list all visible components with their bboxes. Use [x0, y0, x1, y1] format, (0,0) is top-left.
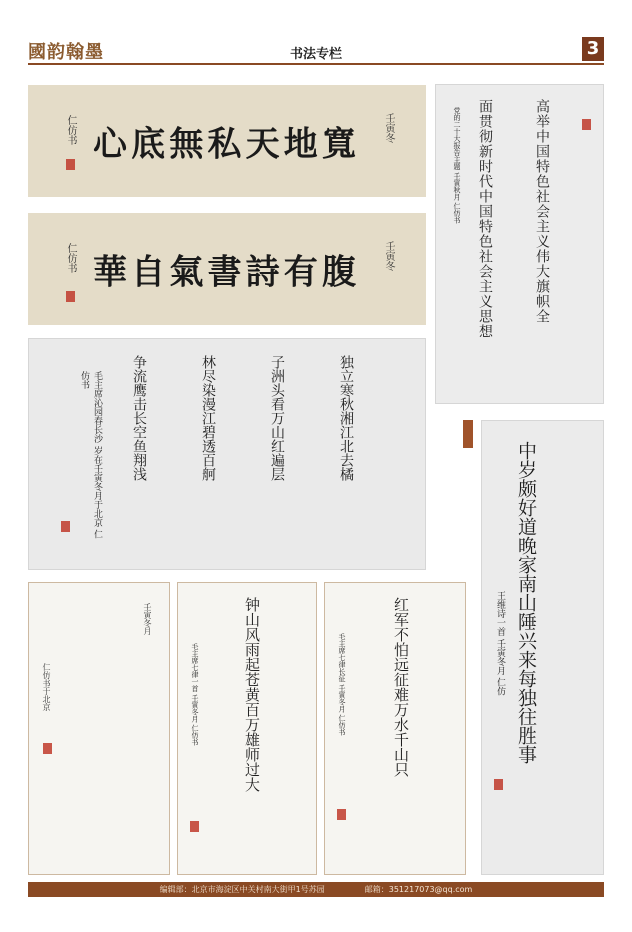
glyph: 私: [207, 124, 242, 165]
seal-stamp: [43, 743, 52, 754]
inscription: 毛主席七律长征 壬寅冬月 仁仿书: [338, 633, 346, 736]
date-inscription: 壬寅冬: [383, 113, 394, 143]
seal-stamp: [61, 521, 70, 532]
footer-email[interactable]: 邮箱：351217073@qq.com: [364, 885, 473, 894]
masthead-logo: 國韵翰墨: [28, 42, 104, 63]
signature: 仁仿书于北京: [42, 663, 51, 711]
footer-bar: [28, 882, 604, 897]
seal-stamp: [190, 821, 199, 832]
seal-stamp: [66, 159, 75, 170]
calligraphy-horizontal-1: [28, 85, 426, 197]
glyph: 華: [93, 252, 127, 293]
inscription: 党的二十大报告主题 壬寅秋月 仁仿书: [453, 107, 461, 224]
calligraphy-main-text: [71, 601, 151, 861]
glyph: 心: [93, 124, 127, 165]
glyph: 氣: [169, 252, 204, 293]
signature: 仁仿书: [65, 243, 76, 273]
glyph: 無: [169, 124, 204, 165]
calligraphy-bottom-3: [324, 582, 466, 875]
text-line: 子洲头看万山红遍层: [269, 355, 285, 481]
calligraphy-main-text: [511, 441, 593, 861]
calligraphy-poem-grey: [28, 338, 426, 570]
glyph: 有: [283, 252, 318, 293]
glyph: 自: [131, 252, 166, 293]
footer-editor-address: 编辑部：北京市海淀区中关村南大街甲1号苏园: [159, 885, 325, 894]
seal-stamp: [337, 809, 346, 820]
inscription: 毛主席沁园春长沙 岁在壬寅冬月于北京 仁仿书: [79, 371, 102, 539]
calligraphy-bottom-1: [28, 582, 170, 875]
date-inscription: 壬寅冬: [383, 241, 394, 271]
section-title: 书法专栏: [289, 47, 342, 62]
glyph: 寬: [321, 124, 356, 165]
calligraphy-top-right: [435, 84, 604, 404]
text-line: 面贯彻新时代中国特色社会主义思想: [477, 99, 493, 339]
page-number-badge: 3: [582, 37, 604, 61]
seal-stamp: [582, 119, 591, 130]
calligraphy-main-text: [202, 597, 302, 817]
text-line: 钟山风雨起苍黄百万雄师过大: [243, 597, 261, 792]
text-line: 红军不怕远征难万水千山只: [392, 597, 410, 777]
seal-stamp: [66, 291, 75, 302]
glyph: 底: [131, 124, 166, 165]
text-line: 争流鹰击长空鱼翔浅: [131, 355, 147, 481]
header-rule: [28, 63, 604, 65]
calligraphy-main-text: [103, 355, 403, 555]
calligraphy-right-tall: [481, 420, 604, 875]
signature: 仁仿书: [65, 115, 76, 145]
inscription: 王维诗一首 壬寅冬月 仁仿: [495, 591, 505, 696]
date-inscription: 壬寅冬月: [143, 603, 152, 635]
calligraphy-bottom-2: [177, 582, 317, 875]
glyph: 地: [283, 124, 318, 165]
inscription: 毛主席七律一首 壬寅冬月 仁仿书: [191, 643, 199, 746]
calligraphy-main-text: [469, 99, 589, 379]
text-line: 中岁颇好道晚家南山陲兴来每独往胜事: [515, 441, 537, 764]
glyph: 腹: [321, 252, 356, 293]
text-line: 林尽染漫江碧透百舸: [200, 355, 216, 481]
calligraphy-main-text: [93, 245, 356, 294]
glyph: 詩: [245, 252, 280, 293]
glyph: 天: [245, 124, 280, 165]
calligraphy-horizontal-2: [28, 213, 426, 325]
calligraphy-main-text: [351, 597, 451, 847]
accent-bar: [463, 420, 473, 448]
seal-stamp: [494, 779, 503, 790]
glyph: 書: [207, 252, 242, 293]
calligraphy-main-text: [93, 117, 356, 166]
text-line: 高举中国特色社会主义伟大旗帜全: [534, 99, 550, 324]
text-line: 独立寒秋湘江北去橘: [338, 355, 354, 481]
